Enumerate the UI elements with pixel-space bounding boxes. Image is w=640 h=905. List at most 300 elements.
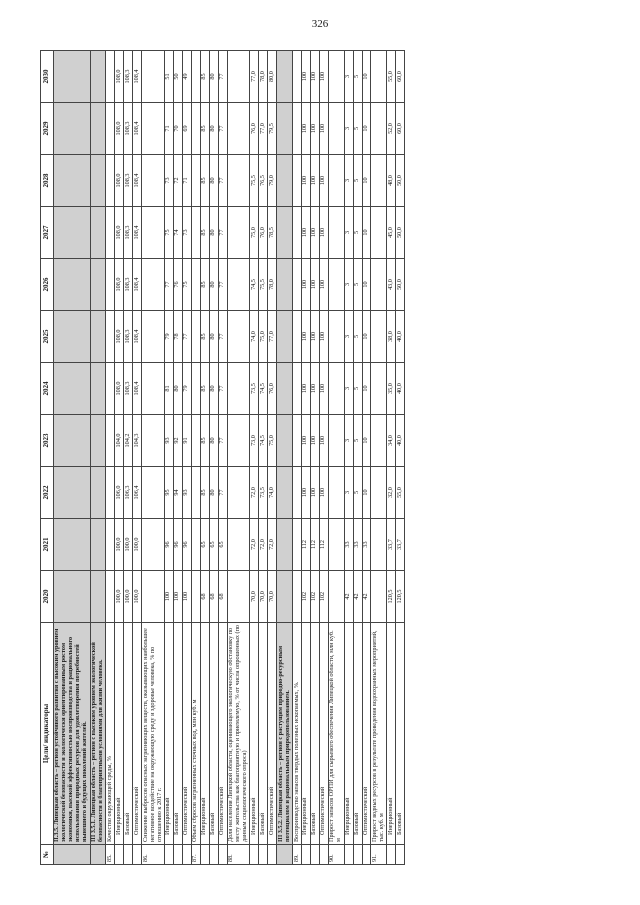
section-empty-cell	[90, 571, 106, 623]
section-empty-cell	[277, 155, 293, 207]
table-row	[218, 51, 227, 865]
value-cell-2026: 10	[362, 259, 371, 311]
value-cell-2028: 48,0	[387, 155, 396, 207]
scenario-label: Оптимистический	[182, 623, 191, 845]
value-cell-2024: 81	[164, 363, 173, 415]
scenario-number-cell	[173, 845, 182, 865]
table-row	[319, 51, 328, 865]
scenario-number-cell	[301, 845, 310, 865]
indicator-empty-cell	[142, 311, 165, 363]
indicator-empty-cell	[106, 51, 115, 103]
value-cell-2030: 80,0	[268, 51, 277, 103]
value-cell-2025: 80	[209, 311, 218, 363]
section-empty-cell	[277, 519, 293, 571]
table-body	[53, 51, 404, 865]
value-cell-2021: 96	[173, 519, 182, 571]
value-cell-2022: 106,0	[115, 467, 124, 519]
value-cell-2020: 68	[209, 571, 218, 623]
indicator-empty-cell	[227, 571, 250, 623]
value-cell-2026: 80	[209, 259, 218, 311]
value-cell-2027: 5	[353, 207, 362, 259]
value-cell-2030: 108,0	[115, 51, 124, 103]
value-cell-2024: 40,0	[396, 363, 405, 415]
scenario-number-cell	[218, 845, 227, 865]
value-cell-2022: 77	[218, 467, 227, 519]
indicator-empty-cell	[142, 207, 165, 259]
value-cell-2025: 77	[182, 311, 191, 363]
indicator-number: 89.	[293, 845, 302, 865]
value-cell-2024: 76,0	[268, 363, 277, 415]
value-cell-2021: 100,0	[124, 519, 133, 571]
section-empty-cell	[90, 467, 106, 519]
indicator-empty-cell	[227, 415, 250, 467]
indicator-empty-cell	[106, 415, 115, 467]
value-cell-2022: 3	[344, 467, 353, 519]
value-cell-2026: 78,0	[268, 259, 277, 311]
value-cell-2024: 100	[310, 363, 319, 415]
value-cell-2025: 108,3	[124, 311, 133, 363]
indicator-empty-cell	[142, 155, 165, 207]
value-cell-2029: 76,0	[250, 103, 259, 155]
indicator-empty-cell	[191, 571, 200, 623]
value-cell-2022: 93	[182, 467, 191, 519]
value-cell-2029: 100	[319, 103, 328, 155]
value-cell-2028: 5	[353, 155, 362, 207]
value-cell-2030: 55,0	[387, 51, 396, 103]
indicator-empty-cell	[106, 207, 115, 259]
value-cell-2026: 43,0	[387, 259, 396, 311]
value-cell-2029: 79,5	[268, 103, 277, 155]
indicator-empty-cell	[371, 363, 387, 415]
value-cell-2023: 3	[344, 415, 353, 467]
indicator-empty-cell	[142, 519, 165, 571]
value-cell-2021: 112	[310, 519, 319, 571]
indicator-empty-cell	[227, 155, 250, 207]
value-cell-2025: 108,0	[115, 311, 124, 363]
value-cell-2023: 80	[209, 415, 218, 467]
value-cell-2026: 100	[301, 259, 310, 311]
value-cell-2021: 33	[362, 519, 371, 571]
scenario-number-cell	[396, 845, 405, 865]
indicator-label: Воспроизводство запасов твердых полезных ископаемых, %.	[293, 623, 302, 845]
header-year-2021: 2021	[41, 519, 54, 571]
value-cell-2030: 5	[353, 51, 362, 103]
scenario-label: Базовый	[353, 623, 362, 845]
value-cell-2025: 5	[353, 311, 362, 363]
indicator-number: 88.	[227, 845, 250, 865]
indicator-empty-cell	[371, 51, 387, 103]
value-cell-2024: 79	[182, 363, 191, 415]
indicator-label: Доля населения Липецкой области, оценивающего экологическую обстановку по месту жительства как благоприятную и приемлемую, % от числа опрошенных (по данным социологического опроса)	[227, 623, 250, 845]
scenario-label: Базовый	[173, 623, 182, 845]
value-cell-2020: 70,0	[259, 571, 268, 623]
table-row	[133, 51, 142, 865]
section-empty-cell	[277, 51, 293, 103]
value-cell-2029: 108,0	[115, 103, 124, 155]
value-cell-2025: 10	[362, 311, 371, 363]
value-cell-2021: 72,0	[259, 519, 268, 571]
value-cell-2023: 73,0	[250, 415, 259, 467]
indicator-empty-cell	[227, 207, 250, 259]
value-cell-2028: 50,0	[396, 155, 405, 207]
indicator-label: Объем сбросов загрязненных сточных вод, млн куб. м	[191, 623, 200, 845]
value-cell-2029: 108,4	[133, 103, 142, 155]
indicator-label: Прирост запасов ОРПИ для сырьевого обеспечения Липецкой области, млн куб. м	[328, 623, 344, 845]
value-cell-2030: 80	[209, 51, 218, 103]
section-empty-cell	[277, 467, 293, 519]
table-row	[115, 51, 124, 865]
indicator-number: 90.	[328, 845, 344, 865]
scenario-number-cell	[209, 845, 218, 865]
value-cell-2022: 72,0	[250, 467, 259, 519]
section-empty-cell	[53, 155, 90, 207]
value-cell-2023: 93	[164, 415, 173, 467]
value-cell-2023: 77	[218, 415, 227, 467]
value-cell-2029: 85	[200, 103, 209, 155]
value-cell-2028: 100	[301, 155, 310, 207]
header-year-2022: 2022	[41, 467, 54, 519]
value-cell-2025: 38,0	[387, 311, 396, 363]
value-cell-2021: 100,0	[115, 519, 124, 571]
section-empty-cell	[90, 51, 106, 103]
value-cell-2024: 80	[173, 363, 182, 415]
header-year-2027: 2027	[41, 207, 54, 259]
header-year-2020: 2020	[41, 571, 54, 623]
section-title: III 3.5.1. Липецкая область – регион с высоким уровнем экологической безопасности и благоприятными условиями для жизни человека.	[90, 623, 106, 845]
scenario-number-cell	[259, 845, 268, 865]
value-cell-2029: 69	[182, 103, 191, 155]
table-row	[301, 51, 310, 865]
indicator-empty-cell	[106, 467, 115, 519]
value-cell-2028: 100	[310, 155, 319, 207]
value-cell-2026: 74,5	[250, 259, 259, 311]
value-cell-2029: 100	[310, 103, 319, 155]
indicator-empty-cell	[106, 103, 115, 155]
indicator-empty-cell	[227, 103, 250, 155]
value-cell-2027: 73	[182, 207, 191, 259]
indicator-empty-cell	[293, 363, 302, 415]
value-cell-2026: 75,5	[259, 259, 268, 311]
value-cell-2022: 100	[319, 467, 328, 519]
indicator-empty-cell	[106, 363, 115, 415]
indicator-empty-cell	[191, 467, 200, 519]
scenario-label: Инерционный	[344, 623, 353, 845]
indicator-empty-cell	[106, 259, 115, 311]
value-cell-2028: 72	[173, 155, 182, 207]
value-cell-2029: 80	[209, 103, 218, 155]
value-cell-2027: 100	[319, 207, 328, 259]
section-empty-cell	[53, 415, 90, 467]
indicator-empty-cell	[142, 467, 165, 519]
section-empty-cell	[90, 103, 106, 155]
scenario-number-cell	[250, 845, 259, 865]
value-cell-2024: 108,4	[133, 363, 142, 415]
value-cell-2030: 10	[362, 51, 371, 103]
indicator-empty-cell	[142, 51, 165, 103]
value-cell-2020: 100,0	[124, 571, 133, 623]
table-row	[344, 51, 353, 865]
indicator-empty-cell	[371, 103, 387, 155]
value-cell-2024: 108,0	[115, 363, 124, 415]
section-empty-cell	[90, 519, 106, 571]
value-cell-2026: 108,3	[124, 259, 133, 311]
indicator-empty-cell	[293, 259, 302, 311]
value-cell-2021: 112	[301, 519, 310, 571]
value-cell-2024: 73,5	[250, 363, 259, 415]
value-cell-2030: 50	[173, 51, 182, 103]
value-cell-2029: 10	[362, 103, 371, 155]
value-cell-2030: 3	[344, 51, 353, 103]
indicator-empty-cell	[293, 311, 302, 363]
value-cell-2024: 100	[301, 363, 310, 415]
value-cell-2027: 45,0	[387, 207, 396, 259]
value-cell-2022: 106,4	[133, 467, 142, 519]
section-empty-cell	[277, 207, 293, 259]
scenario-number-cell	[353, 845, 362, 865]
value-cell-2026: 50,0	[396, 259, 405, 311]
value-cell-2027: 78,5	[268, 207, 277, 259]
value-cell-2027: 75,0	[250, 207, 259, 259]
value-cell-2028: 79,0	[268, 155, 277, 207]
value-cell-2028: 108,4	[133, 155, 142, 207]
value-cell-2020: 100,0	[115, 571, 124, 623]
indicator-empty-cell	[371, 311, 387, 363]
section-empty-cell	[53, 207, 90, 259]
value-cell-2021: 96	[164, 519, 173, 571]
value-cell-2028: 77	[218, 155, 227, 207]
header-year-2029: 2029	[41, 103, 54, 155]
table-row	[124, 51, 133, 865]
scenario-number-cell	[115, 845, 124, 865]
indicator-empty-cell	[328, 155, 344, 207]
value-cell-2022: 100	[310, 467, 319, 519]
value-cell-2029: 71	[164, 103, 173, 155]
value-cell-2030: 51	[164, 51, 173, 103]
value-cell-2022: 80	[209, 467, 218, 519]
header-year-2026: 2026	[41, 259, 54, 311]
indicator-empty-cell	[142, 571, 165, 623]
indicator-empty-cell	[328, 467, 344, 519]
section-empty-cell	[53, 363, 90, 415]
section-empty-cell	[53, 467, 90, 519]
indicator-empty-cell	[227, 519, 250, 571]
value-cell-2026: 3	[344, 259, 353, 311]
scenario-label: Оптимистический	[362, 623, 371, 845]
value-cell-2024: 80	[209, 363, 218, 415]
rotated-table-container	[40, 50, 595, 865]
value-cell-2028: 85	[200, 155, 209, 207]
value-cell-2025: 74,0	[250, 311, 259, 363]
value-cell-2026: 100	[319, 259, 328, 311]
indicator-row	[227, 51, 250, 865]
indicator-empty-cell	[142, 103, 165, 155]
scenario-label: Инерционный	[387, 623, 396, 845]
table-row	[200, 51, 209, 865]
value-cell-2021: 72,0	[268, 519, 277, 571]
indicator-empty-cell	[227, 467, 250, 519]
table-row	[396, 51, 405, 865]
value-cell-2025: 85	[200, 311, 209, 363]
indicator-empty-cell	[191, 259, 200, 311]
value-cell-2029: 77,0	[259, 103, 268, 155]
value-cell-2020: 68	[200, 571, 209, 623]
value-cell-2024: 5	[353, 363, 362, 415]
scenario-label: Инерционный	[115, 623, 124, 845]
value-cell-2027: 75	[164, 207, 173, 259]
value-cell-2027: 80	[209, 207, 218, 259]
section-empty-cell	[277, 571, 293, 623]
value-cell-2021: 33	[353, 519, 362, 571]
indicator-empty-cell	[191, 51, 200, 103]
value-cell-2028: 73	[164, 155, 173, 207]
value-cell-2029: 3	[344, 103, 353, 155]
value-cell-2027: 100	[301, 207, 310, 259]
value-cell-2030: 100	[310, 51, 319, 103]
indicator-empty-cell	[293, 103, 302, 155]
section-empty-cell	[53, 311, 90, 363]
value-cell-2023: 92	[173, 415, 182, 467]
value-cell-2024: 74,5	[259, 363, 268, 415]
header-indicators: Цели/ индикаторы	[41, 623, 54, 845]
value-cell-2023: 100	[319, 415, 328, 467]
indicator-empty-cell	[328, 571, 344, 623]
indicator-empty-cell	[293, 519, 302, 571]
value-cell-2026: 5	[353, 259, 362, 311]
indicator-label: Снижение выбросов опасных загрязняющих веществ, оказывающих наибольшее негативное воздействие на окружающую среду и здоровье человека, % по отношению к 2017 г.	[142, 623, 165, 845]
scenario-label: Оптимистический	[319, 623, 328, 845]
indicator-empty-cell	[328, 363, 344, 415]
value-cell-2023: 91	[182, 415, 191, 467]
value-cell-2025: 3	[344, 311, 353, 363]
value-cell-2023: 75,0	[268, 415, 277, 467]
indicator-number: 85.	[106, 845, 115, 865]
value-cell-2024: 108,3	[124, 363, 133, 415]
indicator-row	[191, 51, 200, 865]
value-cell-2021: 33,7	[387, 519, 396, 571]
indicator-empty-cell	[328, 259, 344, 311]
value-cell-2023: 40,0	[396, 415, 405, 467]
scenario-label: Инерционный	[164, 623, 173, 845]
value-cell-2030: 60,0	[396, 51, 405, 103]
indicator-empty-cell	[106, 155, 115, 207]
table-row	[353, 51, 362, 865]
indicator-empty-cell	[328, 519, 344, 571]
value-cell-2028: 80	[209, 155, 218, 207]
value-cell-2020: 100	[173, 571, 182, 623]
value-cell-2027: 100	[310, 207, 319, 259]
value-cell-2022: 106,3	[124, 467, 133, 519]
value-cell-2022: 94	[173, 467, 182, 519]
value-cell-2029: 60,0	[396, 103, 405, 155]
header-year-2025: 2025	[41, 311, 54, 363]
indicator-empty-cell	[371, 155, 387, 207]
value-cell-2023: 85	[200, 415, 209, 467]
section-row	[90, 51, 106, 865]
value-cell-2025: 78	[173, 311, 182, 363]
section-empty-cell	[53, 259, 90, 311]
table-row	[362, 51, 371, 865]
value-cell-2022: 74,0	[268, 467, 277, 519]
section-title: II.3.5. Липецкая область – регион устойчивого развития с высоким уровнем экологической безопасности и экологически ориентированным ростом экономики, высокой эффективностью воспроизводства и рационального использования природных ресурсов для удовлетворения потребностей нынешнего и будущих поколений жителей.	[53, 623, 90, 845]
value-cell-2022: 95	[164, 467, 173, 519]
indicator-empty-cell	[106, 571, 115, 623]
scenario-number-cell	[164, 845, 173, 865]
indicator-row	[371, 51, 387, 865]
scenario-number-cell	[182, 845, 191, 865]
value-cell-2028: 3	[344, 155, 353, 207]
section-empty-cell	[53, 103, 90, 155]
value-cell-2023: 10	[362, 415, 371, 467]
value-cell-2028: 75,5	[250, 155, 259, 207]
scenario-number-cell	[124, 845, 133, 865]
value-cell-2021: 100,0	[133, 519, 142, 571]
value-cell-2026: 75	[182, 259, 191, 311]
indicator-empty-cell	[371, 571, 387, 623]
value-cell-2022: 10	[362, 467, 371, 519]
value-cell-2021: 112	[319, 519, 328, 571]
scenario-number-cell	[319, 845, 328, 865]
scenario-label: Оптимистический	[268, 623, 277, 845]
section-empty-cell	[90, 311, 106, 363]
value-cell-2021: 65	[209, 519, 218, 571]
scenario-label: Оптимистический	[133, 623, 142, 845]
value-cell-2024: 10	[362, 363, 371, 415]
indicator-empty-cell	[227, 311, 250, 363]
indicator-label: Качество окружающей среды, %	[106, 623, 115, 845]
value-cell-2030: 77,0	[250, 51, 259, 103]
indicator-label: Прирост водных ресурсов в результате проведения водоохранных мероприятий, тыс. куб. м	[371, 623, 387, 845]
scenario-label: Базовый	[209, 623, 218, 845]
indicator-empty-cell	[293, 207, 302, 259]
table-row	[259, 51, 268, 865]
scenario-label: Базовый	[396, 623, 405, 845]
value-cell-2029: 100	[301, 103, 310, 155]
table-row	[387, 51, 396, 865]
value-cell-2027: 74	[173, 207, 182, 259]
value-cell-2020: 120,5	[396, 571, 405, 623]
indicator-empty-cell	[293, 571, 302, 623]
value-cell-2027: 108,0	[115, 207, 124, 259]
table-row	[173, 51, 182, 865]
indicator-empty-cell	[328, 51, 344, 103]
value-cell-2027: 108,4	[133, 207, 142, 259]
value-cell-2022: 100	[301, 467, 310, 519]
table-row	[182, 51, 191, 865]
value-cell-2030: 49	[182, 51, 191, 103]
scenario-number-cell	[344, 845, 353, 865]
indicator-empty-cell	[371, 415, 387, 467]
table-row	[310, 51, 319, 865]
value-cell-2024: 35,0	[387, 363, 396, 415]
value-cell-2024: 3	[344, 363, 353, 415]
indicator-empty-cell	[191, 207, 200, 259]
header-year-2030: 2030	[41, 51, 54, 103]
indicator-empty-cell	[293, 51, 302, 103]
section-empty-cell	[277, 415, 293, 467]
section-empty-cell	[90, 259, 106, 311]
page-number: 326	[311, 18, 329, 30]
indicator-empty-cell	[371, 467, 387, 519]
header-year-2023: 2023	[41, 415, 54, 467]
indicator-empty-cell	[191, 363, 200, 415]
value-cell-2020: 100,0	[133, 571, 142, 623]
scenario-label: Оптимистический	[218, 623, 227, 845]
value-cell-2024: 77	[218, 363, 227, 415]
value-cell-2023: 74,5	[259, 415, 268, 467]
value-cell-2025: 77	[218, 311, 227, 363]
value-cell-2027: 108,3	[124, 207, 133, 259]
value-cell-2026: 77	[218, 259, 227, 311]
